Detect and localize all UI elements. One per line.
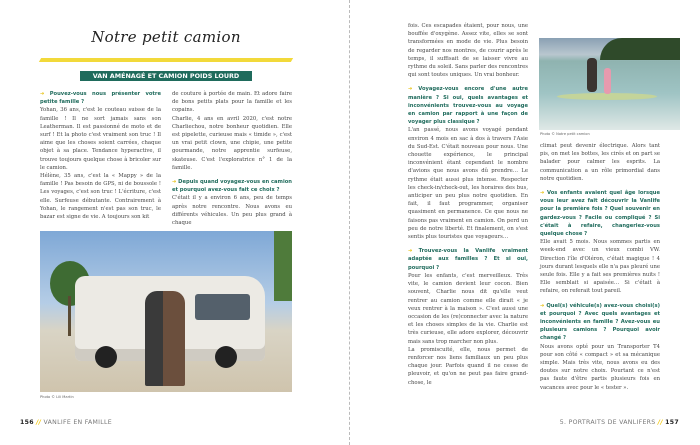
answer-paragraph: Elle avait 5 mois. Nous sommes partis en week-end avec un vieux combi VW. Direction l'île d'Oléron, c'était magique ! 4 jours durant lesquels elle n'a pas pleuré une seule fois. Elle y a fait ses premières nuits ! Elle semblait si apaisée… Si c'était à refaire, on referait tout pareil. (540, 239, 660, 295)
interview-question (40, 90, 161, 106)
arrow-icon: ➜ (540, 302, 547, 309)
arrow-icon: ➜ (540, 190, 547, 197)
question-text: Trouvez-vous la Vanlife vraiment adaptée aux familles ? Et si oui, pourquoi ? (408, 248, 528, 271)
title-underline (39, 58, 293, 62)
photo-caption: Photo © Notre petit camion (540, 132, 590, 136)
page-number: 157 (665, 419, 679, 426)
text-column (40, 90, 161, 221)
interview-question (172, 178, 292, 194)
interview-question (408, 247, 528, 272)
answer-paragraph: de couture à portée de main. Et adore faire de bons petits plats pour la famille et les copains. (172, 91, 292, 114)
arrow-icon: ➜ (172, 179, 179, 186)
hillside (600, 38, 680, 60)
text-column (540, 142, 660, 392)
van-photo (40, 231, 292, 392)
answer-paragraph: climat peut devenir électrique. Alors tant pis, on met les bottes, les cirés et on part se balader pour calmer les esprits. La communication a un rôle primordial dans notre quotidien. (540, 143, 660, 182)
interview-question (540, 302, 660, 343)
question-text: Voyagez-vous encore d'une autre manière ? Si oui, quels avantages et inconvénients trouvez-vous au voyage en camion par rapport à une façon de voyager plus classique ? (408, 86, 529, 126)
question-text: Pouvez-vous nous présenter votre petite famille ? (40, 91, 161, 106)
answer-paragraph: Nous avons opté pour un Transporter T4 pour son côté « compact » et sa mécanique simple. Mais très vite, nous avons eu des doutes sur notre choix. Pourtant ce n'est pas faute d'être partis plusieurs fois en vacances avec pour le « tester ». (540, 343, 660, 391)
question-text: Vos enfants avaient quel âge lorsque vous leur avez fait découvrir la Vanlife pour la première fois ? Quel souvenir en gardez-vous ? Facile ou compliqué ? Si c'était à refaire, changeriez-vous quelque chose ? (540, 190, 661, 238)
answer-paragraph: C'était il y a environ 6 ans, peu de temps après notre rencontre. Nous avons eu différents véhicules. Un peu plus grand à chaque (172, 195, 292, 227)
running-head: 5. PORTRAITS DE VANLIFERS (559, 419, 656, 426)
article-title: Notre petit camion (91, 28, 241, 46)
answer-paragraph: Hélène, 35 ans, c'est la « Mappy » de la famille ! Pas besoin de GPS, ni de boussole ! Les voyages, c'est son truc ! L'écriture, c'est elle. Surfeuse débutante. Contrairement à Yohan, le rangement n'est pas son truc, le bazar est signe de vie. A toujours son kit (40, 173, 161, 221)
page-footer (560, 419, 679, 426)
people (145, 291, 185, 386)
question-text: Depuis quand voyagez-vous en camion et pourquoi avez-vous fait ce choix ? (172, 179, 292, 194)
text-column (172, 90, 292, 227)
photo-caption: Photo © Lili Martin (40, 395, 74, 399)
page-footer (20, 419, 112, 426)
running-head: VANLIFE EN FAMILLE (43, 419, 113, 426)
separator: // (657, 419, 663, 426)
page-number: 156 (20, 419, 34, 426)
text-column (408, 22, 528, 387)
answer-paragraph: L'an passé, nous avons voyagé pendant environ 4 mois en sac à dos à travers l'Asie du Sud-Est. C'était nouveau pour nous. Une chouette expérience, le principal inconvénient étant cependant le nombre d'avions que nous avons dû prendre… Le rythme était aussi plus intense. Respecter les check-in/check-out, les horaires des bus, anticiper un peu plus notre quotidien. En fait, il faut programmer, organiser quasiment en permanence. Ce que nous ne faisons pas vraiment en camion. On perd un peu de notre liberté. Et finalement, on s'est sentis plus touristes que voyageurs… (408, 127, 528, 241)
answer-paragraph: La promiscuité, elle, nous permet de renforcer nos liens familiaux un peu plus chaque jour. Parfois quand il ne cesse de pleuvoir, et qu'on ne peut pas faire grand-chose, le (408, 346, 528, 386)
answer-paragraph: fois. Ces escapades étaient, pour nous, une bouffée d'oxygène. Assez vite, elles se sont transformées en mode de vie. Plus besoin de regarder nos montres, de courir après le temps, il suffisait de se laisser vivre au rythme du soleil. Sans parler des rencontres qui sont toutes uniques. Un vrai bonheur. (408, 23, 528, 79)
arrow-icon: ➜ (408, 86, 419, 93)
arrow-icon: ➜ (408, 248, 419, 255)
surf-photo (539, 38, 680, 130)
answer-paragraph: Charlie, 4 ans en avril 2020, c'est notre Charliechou, notre bonheur quotidien. Elle est pipelette, curieuse mais « timide », c'est un vrai petit clown, une chipie, une petite gourmande, notre apprentie surfeuse, skateuse. C'est l'exploratrice n° 1 de la famille. (172, 115, 292, 171)
answer-paragraph: Pour les enfants, c'est merveilleux. Très vite, le camion devient leur cocon. Bien souvent, Charlie nous dit qu'elle veut rentrer au camion comme elle dirait « je veux rentrer à la maison ». C'est aussi une occasion de les (re)connecter avec la nature et les choses simples de la vie. Charlie est très curieuse, elle adore explorer, découvrir mais sans trop marcher non plus. (408, 272, 528, 345)
arrow-icon: ➜ (40, 91, 50, 97)
section-banner: VAN AMÉNAGÉ ET CAMION POIDS LOURD (80, 71, 252, 81)
question-text: Quel(s) véhicule(s) avez-vous choisi(s) et pourquoi ? Avec quels avantages et inconvénients en famille ? Avez-vous eu plusieurs camions ? Pourquoi avoir changé ? (540, 302, 661, 342)
interview-question (408, 85, 528, 126)
interview-question (540, 189, 660, 238)
answer-paragraph: Yohan, 36 ans, c'est le couteau suisse de la famille ! Il ne sort jamais sans son Leatherman. Il est passionné de moto et de surf ! Et la photo c'est vraiment son truc ! Il aime que les choses soient carrées, chaque objet à sa place. Tendance hyperactive, il trouve toujours quelque chose à bricoler sur le camion. (40, 107, 161, 171)
surfboard (557, 93, 657, 100)
separator: // (36, 419, 42, 426)
right-page (350, 0, 700, 445)
